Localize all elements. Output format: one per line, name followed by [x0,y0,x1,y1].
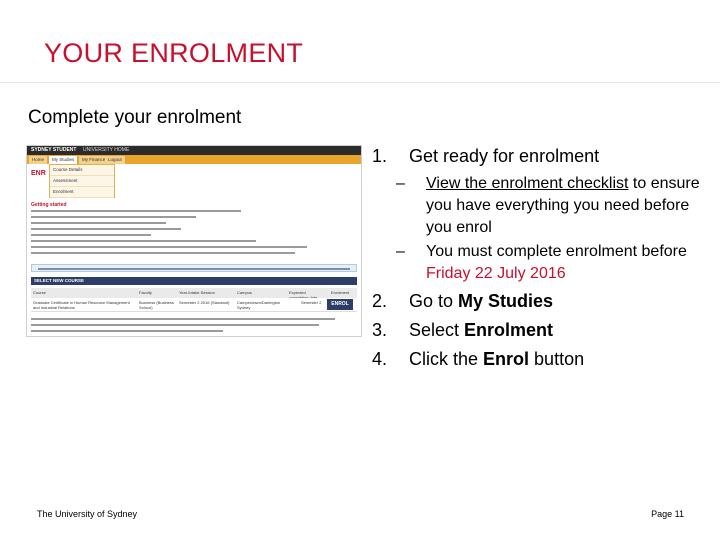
slide-subtitle: Complete your enrolment [28,107,242,128]
screenshot-cell-intake: Semester 2 2016 (Standard) [179,300,230,305]
screenshot-cell-campus: Camperdown/Darlington Sydney [237,300,281,310]
step-text: button [529,349,585,369]
screenshot-col-campus: Campus [237,290,252,295]
screenshot-heading: ENR [31,170,46,177]
step-bold-text: My Studies [458,291,554,311]
screenshot-enrol-button: ENROL [327,299,353,310]
page-number: Page 11 [651,509,684,519]
screenshot-dropdown-item: Enrolment [50,187,114,198]
screenshot-col-faculty: Faculty [139,290,152,295]
step-text: Click the [409,349,484,369]
screenshot-topbar [27,146,361,155]
slide-title: YOUR ENROLMENT [44,38,304,68]
step-bold-text: Enrol [483,349,530,369]
screenshot-subheading: Getting started [31,202,67,208]
deadline-date: Friday 22 July 2016 [426,265,566,282]
screenshot-footer-text [31,318,351,336]
screenshot-col-enrolment: Enrolment [331,290,350,295]
step-bold-text: Enrolment [464,320,554,340]
screenshot-select-bar [31,277,357,285]
footer-university: The University of Sydney [37,509,138,519]
screenshot-dropdown [49,164,115,198]
bullet-dash: – [396,175,405,192]
screenshot-tab-my-finance: My Finance [79,156,108,164]
screenshot-tab-my-studies: My Studies [49,156,77,164]
screenshot-cell-faculty: Business (Business School) [139,300,174,310]
screenshot-dropdown-item: Assessment [50,176,114,187]
step-text: Go to [409,291,459,311]
step-number: 1. [372,146,388,166]
sub-text: to ensure you have everything you need before you enrol [426,175,700,236]
sub-text: You must complete enrolment before [426,243,687,260]
screenshot-tab-logout: Logout [105,156,125,164]
screenshot-select-label: SELECT NEW COURSE [34,278,85,283]
enrolment-page-screenshot [26,145,362,337]
step-number: 4. [372,349,388,369]
screenshot-table-header [31,288,357,298]
step-text: Get ready for enrolment [409,146,600,166]
screenshot-tab-home: Home [29,156,47,164]
screenshot-uni-home: UNIVERSITY HOME [83,147,130,153]
screenshot-cell-course: Graduate Certificate in Human Resource Management and Industrial Relations [33,300,130,310]
screenshot-cell-completion: Semester 2 [301,300,322,305]
screenshot-col-completion: Expected [289,290,306,295]
enrolment-checklist-link[interactable]: View the enrolment checklist [426,175,629,192]
title-divider [0,82,720,83]
step-text: Select [409,320,465,340]
step-number: 2. [372,291,388,311]
screenshot-col-course: Course [33,290,46,295]
screenshot-col-intake: Year-Intake-Session [179,290,215,295]
screenshot-dropdown-item: Course Details [50,165,114,176]
screenshot-brand: SYDNEY STUDENT [31,147,77,153]
screenshot-body-text [31,210,331,258]
step-number: 3. [372,320,388,340]
screenshot-table-row [31,298,357,312]
screenshot-info-bar [31,264,357,272]
bullet-dash: – [396,243,405,260]
